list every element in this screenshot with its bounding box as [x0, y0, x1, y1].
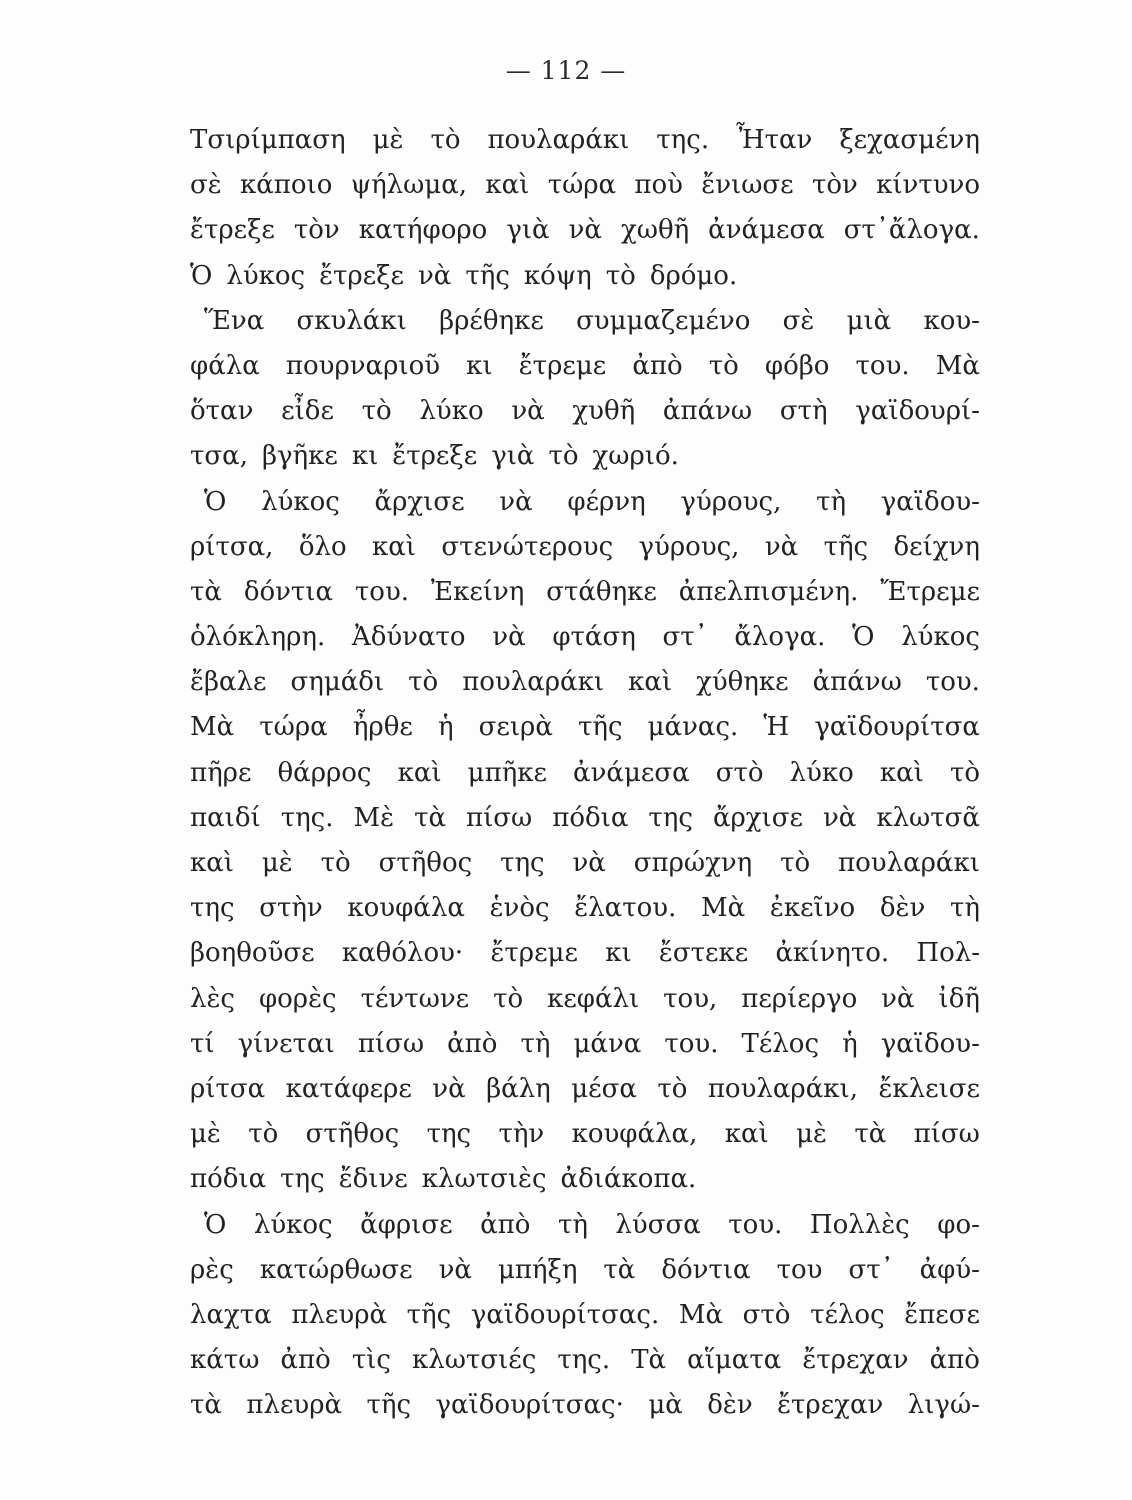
word: παιδί — [190, 802, 261, 833]
word: στῆθος — [305, 1119, 400, 1150]
word: ἔβαλε — [190, 667, 267, 698]
word: μὲ — [796, 1119, 827, 1150]
word: ἔπεσε — [904, 1299, 980, 1330]
word: κατώρθωσε — [259, 1254, 413, 1285]
word: μάνα — [573, 1028, 642, 1059]
word: καὶ — [190, 848, 235, 878]
text-line — [190, 751, 980, 796]
word: τὸ — [430, 125, 461, 155]
word: ἀκίνητο. — [775, 938, 890, 969]
word: τὰ — [603, 1254, 636, 1285]
word: Τσιρίμπαση — [190, 125, 346, 155]
word: γύρους, — [638, 531, 740, 562]
word: πλευρὰ — [291, 1299, 388, 1330]
word: τὰ — [190, 576, 222, 607]
word: κόψη — [523, 260, 592, 291]
text-line — [190, 1112, 980, 1157]
word: κι — [351, 441, 379, 472]
word: ἡ — [842, 1028, 858, 1059]
word: κάτω — [190, 1345, 260, 1376]
text-line — [190, 1248, 980, 1293]
word: της — [648, 802, 693, 833]
word: ἀφύ- — [919, 1254, 980, 1285]
text-line — [190, 1203, 980, 1248]
word: νὰ — [764, 531, 799, 562]
word: ἀπὸ — [280, 1345, 331, 1376]
word: της — [500, 848, 545, 878]
word: λύκο — [419, 396, 484, 427]
word: ρίτσα, — [190, 531, 274, 562]
word: φτάση — [552, 622, 636, 653]
word: του. — [664, 1028, 719, 1059]
word: ἐκεῖνο — [769, 893, 856, 924]
body-text — [190, 118, 980, 1428]
word: του, — [663, 983, 718, 1014]
word: νὰ — [572, 848, 606, 878]
word: ἀδιάκοπα. — [560, 1164, 697, 1195]
word: πουλαράκι — [487, 125, 630, 155]
text-line — [190, 570, 980, 615]
word: Ἕνα — [204, 305, 265, 336]
word: νὰ — [568, 215, 602, 246]
word: κατήφορο — [358, 215, 488, 246]
word: τὸ — [949, 757, 980, 788]
text-line — [190, 1022, 980, 1067]
word: τῆς — [406, 1299, 452, 1330]
word: τὸ — [493, 983, 524, 1014]
word: γαϊδου- — [880, 486, 980, 517]
word: σὲ — [782, 305, 815, 336]
word: ὅταν — [190, 396, 254, 427]
word: πίσω — [466, 802, 533, 833]
word: της. — [656, 125, 710, 155]
word: κι — [605, 938, 632, 969]
word: πίσω — [913, 1119, 980, 1150]
word: ἔδινε — [338, 1164, 408, 1195]
text-line — [190, 1067, 980, 1112]
word: λύκο — [789, 757, 854, 788]
word: κατάφερε — [285, 1073, 412, 1104]
word: Μὲ — [353, 802, 395, 833]
word: αἵματα — [687, 1345, 782, 1376]
word: στὴν — [259, 893, 323, 924]
word: ἔτρεξε — [392, 441, 478, 472]
text-line — [190, 796, 980, 841]
word: πουρναριοῦ — [285, 350, 441, 381]
word: Ὁ — [204, 1209, 227, 1240]
text-line — [190, 1338, 980, 1383]
word: δόντια — [661, 1254, 751, 1285]
word: τί — [190, 1028, 215, 1059]
word: τὶς — [351, 1345, 391, 1376]
word: ὁλόκληρη. — [190, 622, 326, 653]
word: βάλη — [486, 1073, 551, 1104]
word: φο- — [937, 1209, 980, 1240]
text-line — [190, 389, 980, 434]
word: λύκος — [261, 486, 340, 517]
word: πῆρε — [190, 757, 252, 788]
word: τὴ — [949, 893, 980, 924]
word: τέντωνε — [360, 983, 470, 1014]
text-line — [190, 705, 980, 750]
word: Πολλὲς — [809, 1209, 910, 1240]
word: γαϊδουρί- — [855, 396, 980, 427]
word: ὅλο — [298, 531, 347, 562]
word: λιγώ- — [907, 1390, 980, 1421]
word: Μὰ — [701, 893, 746, 924]
word: τὰ — [414, 802, 447, 833]
word: μὰ — [648, 1390, 683, 1421]
text-line — [190, 254, 980, 299]
word: Ἡ — [763, 712, 790, 743]
word: κλωτσιὲς — [421, 1164, 547, 1195]
word: θάρρος — [277, 757, 372, 788]
word: γύρους, — [680, 486, 782, 517]
word: τὸ — [408, 667, 439, 698]
word: πίσω — [357, 1028, 425, 1059]
word: του — [776, 1254, 823, 1285]
word: γαϊδουρίτσας· — [435, 1390, 624, 1421]
word: σημάδι — [290, 667, 385, 698]
word: γαϊδου- — [880, 1028, 980, 1059]
word: νὰ — [511, 396, 545, 427]
word: ἔτρεμε — [490, 938, 578, 969]
text-line — [190, 1293, 980, 1338]
word: ἀπὸ — [929, 1345, 980, 1376]
word: ἔτρεχαν — [802, 1345, 909, 1376]
word: βοηθοῦσε — [190, 938, 315, 969]
word: ἔτρεξε — [190, 215, 275, 246]
word: τῆς — [578, 712, 623, 743]
text-line — [190, 886, 980, 931]
word: του. — [354, 576, 410, 607]
word: πουλαράκι, — [707, 1073, 858, 1104]
word: Μὰ — [190, 712, 235, 743]
word: της — [280, 1164, 325, 1195]
word: τὸ — [548, 441, 579, 472]
word: νὰ — [881, 983, 915, 1014]
word: τὸ — [361, 396, 392, 427]
text-line — [190, 1157, 980, 1202]
word: ρὲς — [190, 1254, 234, 1285]
word: Ἔτρεμε — [880, 576, 980, 607]
word: ἄλογα. — [734, 622, 826, 653]
word: δείχνη — [893, 531, 980, 562]
word: φάλα — [190, 350, 260, 381]
word: τὸ — [605, 260, 636, 291]
word: χύθηκε — [696, 667, 789, 698]
word: κλωτσιές — [412, 1345, 537, 1376]
word: Μὰ — [935, 350, 980, 381]
word: τῆς — [465, 260, 510, 291]
word: σειρὰ — [478, 712, 553, 743]
word: λύκος — [901, 622, 980, 653]
page-number: — 112 — — [505, 56, 627, 85]
text-line — [190, 344, 980, 389]
word: κουφάλα, — [571, 1119, 698, 1150]
word: κάποιο — [240, 170, 333, 201]
word: δὲν — [879, 893, 926, 924]
text-line — [190, 1383, 980, 1428]
word: ἔλατου. — [574, 893, 677, 924]
word: πόδια — [190, 1164, 267, 1195]
word: καθόλου· — [341, 938, 464, 969]
word: κι — [466, 350, 493, 381]
word: μιὰ — [846, 305, 892, 336]
word: του. — [728, 1209, 783, 1240]
word: ἀπὸ — [632, 350, 683, 381]
word: του. — [855, 350, 910, 381]
word: νὰ — [499, 486, 533, 517]
text-line — [190, 931, 980, 976]
word: τὰ — [190, 1390, 222, 1421]
word: ἔτρεχαν — [777, 1390, 884, 1421]
word: τώρα — [259, 712, 328, 743]
word: λαχτα — [190, 1299, 272, 1330]
word: νὰ — [432, 1073, 466, 1104]
word: τὸ — [708, 350, 739, 381]
word: Ἐκείνη — [430, 576, 525, 607]
word: χωριό. — [592, 441, 679, 472]
word: τὸν — [811, 170, 858, 201]
word: ἔστεκε — [658, 938, 749, 969]
word: γίνεται — [237, 1028, 335, 1059]
word: στῆθος — [378, 848, 473, 878]
word: στ᾿ — [662, 622, 708, 653]
word: Ὁ — [204, 486, 227, 517]
word: Ἀδύνατο — [351, 622, 466, 653]
word: ἄρχισε — [374, 486, 465, 517]
word: ξεχασμένη — [839, 125, 980, 155]
word: στὸ — [742, 1299, 791, 1330]
word: τῆς — [823, 531, 869, 562]
text-line — [190, 208, 980, 253]
word: λύκος — [253, 1209, 333, 1240]
word: μπῆκε — [467, 757, 547, 788]
word: περίεργο — [741, 983, 858, 1014]
word: τὴν — [498, 1119, 545, 1150]
text-line — [190, 163, 980, 208]
word: ἄρχισε — [712, 802, 803, 833]
word: μὲ — [190, 1119, 221, 1150]
word: τέλος — [810, 1299, 885, 1330]
word: γαϊδουρίτσας. — [470, 1299, 660, 1330]
word: Τὰ — [631, 1345, 667, 1376]
word: συμμαζεμένο — [576, 305, 751, 336]
word: σκυλάκι — [296, 305, 407, 336]
word: τώρα — [547, 170, 617, 201]
word: Πολ- — [916, 938, 980, 969]
word: τὴ — [557, 1209, 588, 1240]
text-line — [190, 977, 980, 1022]
word: ἔκλεισε — [878, 1073, 980, 1104]
word: φορὲς — [258, 983, 337, 1014]
text-line — [190, 660, 980, 705]
word: δρόμο. — [649, 260, 738, 291]
word: ἀπάνω — [812, 667, 902, 698]
word: ποὺ — [634, 170, 683, 201]
word: νὰ — [492, 622, 526, 653]
word: μάνας. — [647, 712, 739, 743]
word: της — [426, 1119, 472, 1150]
word: ἀπὸ — [480, 1209, 531, 1240]
word: ἀπὸ — [447, 1028, 498, 1059]
word: Ὁ — [190, 260, 213, 291]
word: στενώτερους — [441, 531, 614, 562]
word: στ᾿ — [848, 1254, 894, 1285]
word: ἀνάμεσα — [573, 757, 690, 788]
word: στὸ — [715, 757, 764, 788]
word: κου- — [923, 305, 980, 336]
word: ἄφρισε — [360, 1209, 453, 1240]
word: μὲ — [372, 125, 404, 155]
word: τὴ — [520, 1028, 551, 1059]
word: λὲς — [190, 983, 235, 1014]
word: σπρώχνη — [633, 848, 753, 878]
word: γιὰ — [506, 215, 550, 246]
word: καὶ — [485, 170, 530, 201]
word: Ὁ — [852, 622, 875, 653]
word: χωθῆ — [620, 215, 690, 246]
word: τῆς — [366, 1390, 412, 1421]
word: πουλαράκι — [838, 848, 980, 878]
word: ἀνάμεσα — [708, 215, 825, 246]
word: λύσσα — [615, 1209, 701, 1240]
word: καὶ — [371, 531, 416, 562]
word: της — [190, 893, 235, 924]
word: φόβο — [764, 350, 830, 381]
word: ἀπελπισμένη. — [678, 576, 859, 607]
word: στὴ — [779, 396, 828, 427]
word: της. — [557, 1345, 611, 1376]
word: καὶ — [628, 667, 673, 698]
word: καὶ — [397, 757, 442, 788]
word: στάθηκε — [546, 576, 657, 607]
word: κλωτσᾶ — [876, 802, 980, 833]
word: ἦρθε — [352, 712, 413, 743]
word: μὲ — [261, 848, 293, 878]
word: ἔτρεξε — [319, 260, 404, 291]
text-line — [190, 480, 980, 525]
word: εἶδε — [281, 396, 334, 427]
word: δόντια — [243, 576, 334, 607]
word: γαϊδουρίτσα — [814, 712, 980, 743]
word: Τέλος — [741, 1028, 820, 1059]
word: του. — [925, 667, 980, 698]
word: στ᾿ἄλογα. — [843, 215, 980, 246]
word: καὶ — [879, 757, 924, 788]
word: της. — [280, 802, 334, 833]
word: δὲν — [707, 1390, 753, 1421]
word: νὰ — [438, 1254, 472, 1285]
word: τὰ — [854, 1119, 887, 1150]
word: τὸν — [293, 215, 340, 246]
word: καὶ — [724, 1119, 769, 1150]
word: λύκος — [226, 260, 306, 291]
word: μπήξη — [497, 1254, 578, 1285]
word: τσα, — [190, 441, 248, 472]
word: ἰδῆ — [938, 983, 980, 1014]
word: βγῆκε — [261, 441, 338, 472]
word: πλευρὰ — [246, 1390, 343, 1421]
word: κεφάλι — [547, 983, 640, 1014]
word: τὸ — [248, 1119, 279, 1150]
text-line — [190, 299, 980, 344]
word: νὰ — [822, 802, 857, 833]
word: τὸ — [780, 848, 811, 878]
word: μέσα — [571, 1073, 637, 1104]
word: ἑνὸς — [489, 893, 550, 924]
word: Ἦταν — [736, 125, 813, 155]
word: κουφάλα — [347, 893, 465, 924]
word: ἡ — [437, 712, 454, 743]
word: γιὰ — [491, 441, 535, 472]
word: πόδια — [552, 802, 629, 833]
word: τὸ — [320, 848, 351, 878]
word: ψήλωμα, — [350, 170, 468, 201]
text-line — [190, 841, 980, 886]
text-line — [190, 615, 980, 660]
text-line — [190, 525, 980, 570]
word: βρέθηκε — [439, 305, 544, 336]
word: τὴ — [816, 486, 847, 517]
text-line — [190, 118, 980, 163]
word: κίντυνο — [876, 170, 980, 201]
word: φέρνη — [567, 486, 646, 517]
word: ἔτρεμε — [518, 350, 607, 381]
word: χυθῆ — [572, 396, 636, 427]
word: ἔνιωσε — [701, 170, 794, 201]
word: νὰ — [417, 260, 452, 291]
word: ἀπάνω — [662, 396, 753, 427]
word: πουλαράκι — [462, 667, 605, 698]
text-line — [190, 434, 980, 479]
word: σὲ — [190, 170, 222, 201]
word: Μὰ — [678, 1299, 724, 1330]
word: τὸ — [657, 1073, 688, 1104]
word: ρίτσα — [190, 1073, 266, 1104]
